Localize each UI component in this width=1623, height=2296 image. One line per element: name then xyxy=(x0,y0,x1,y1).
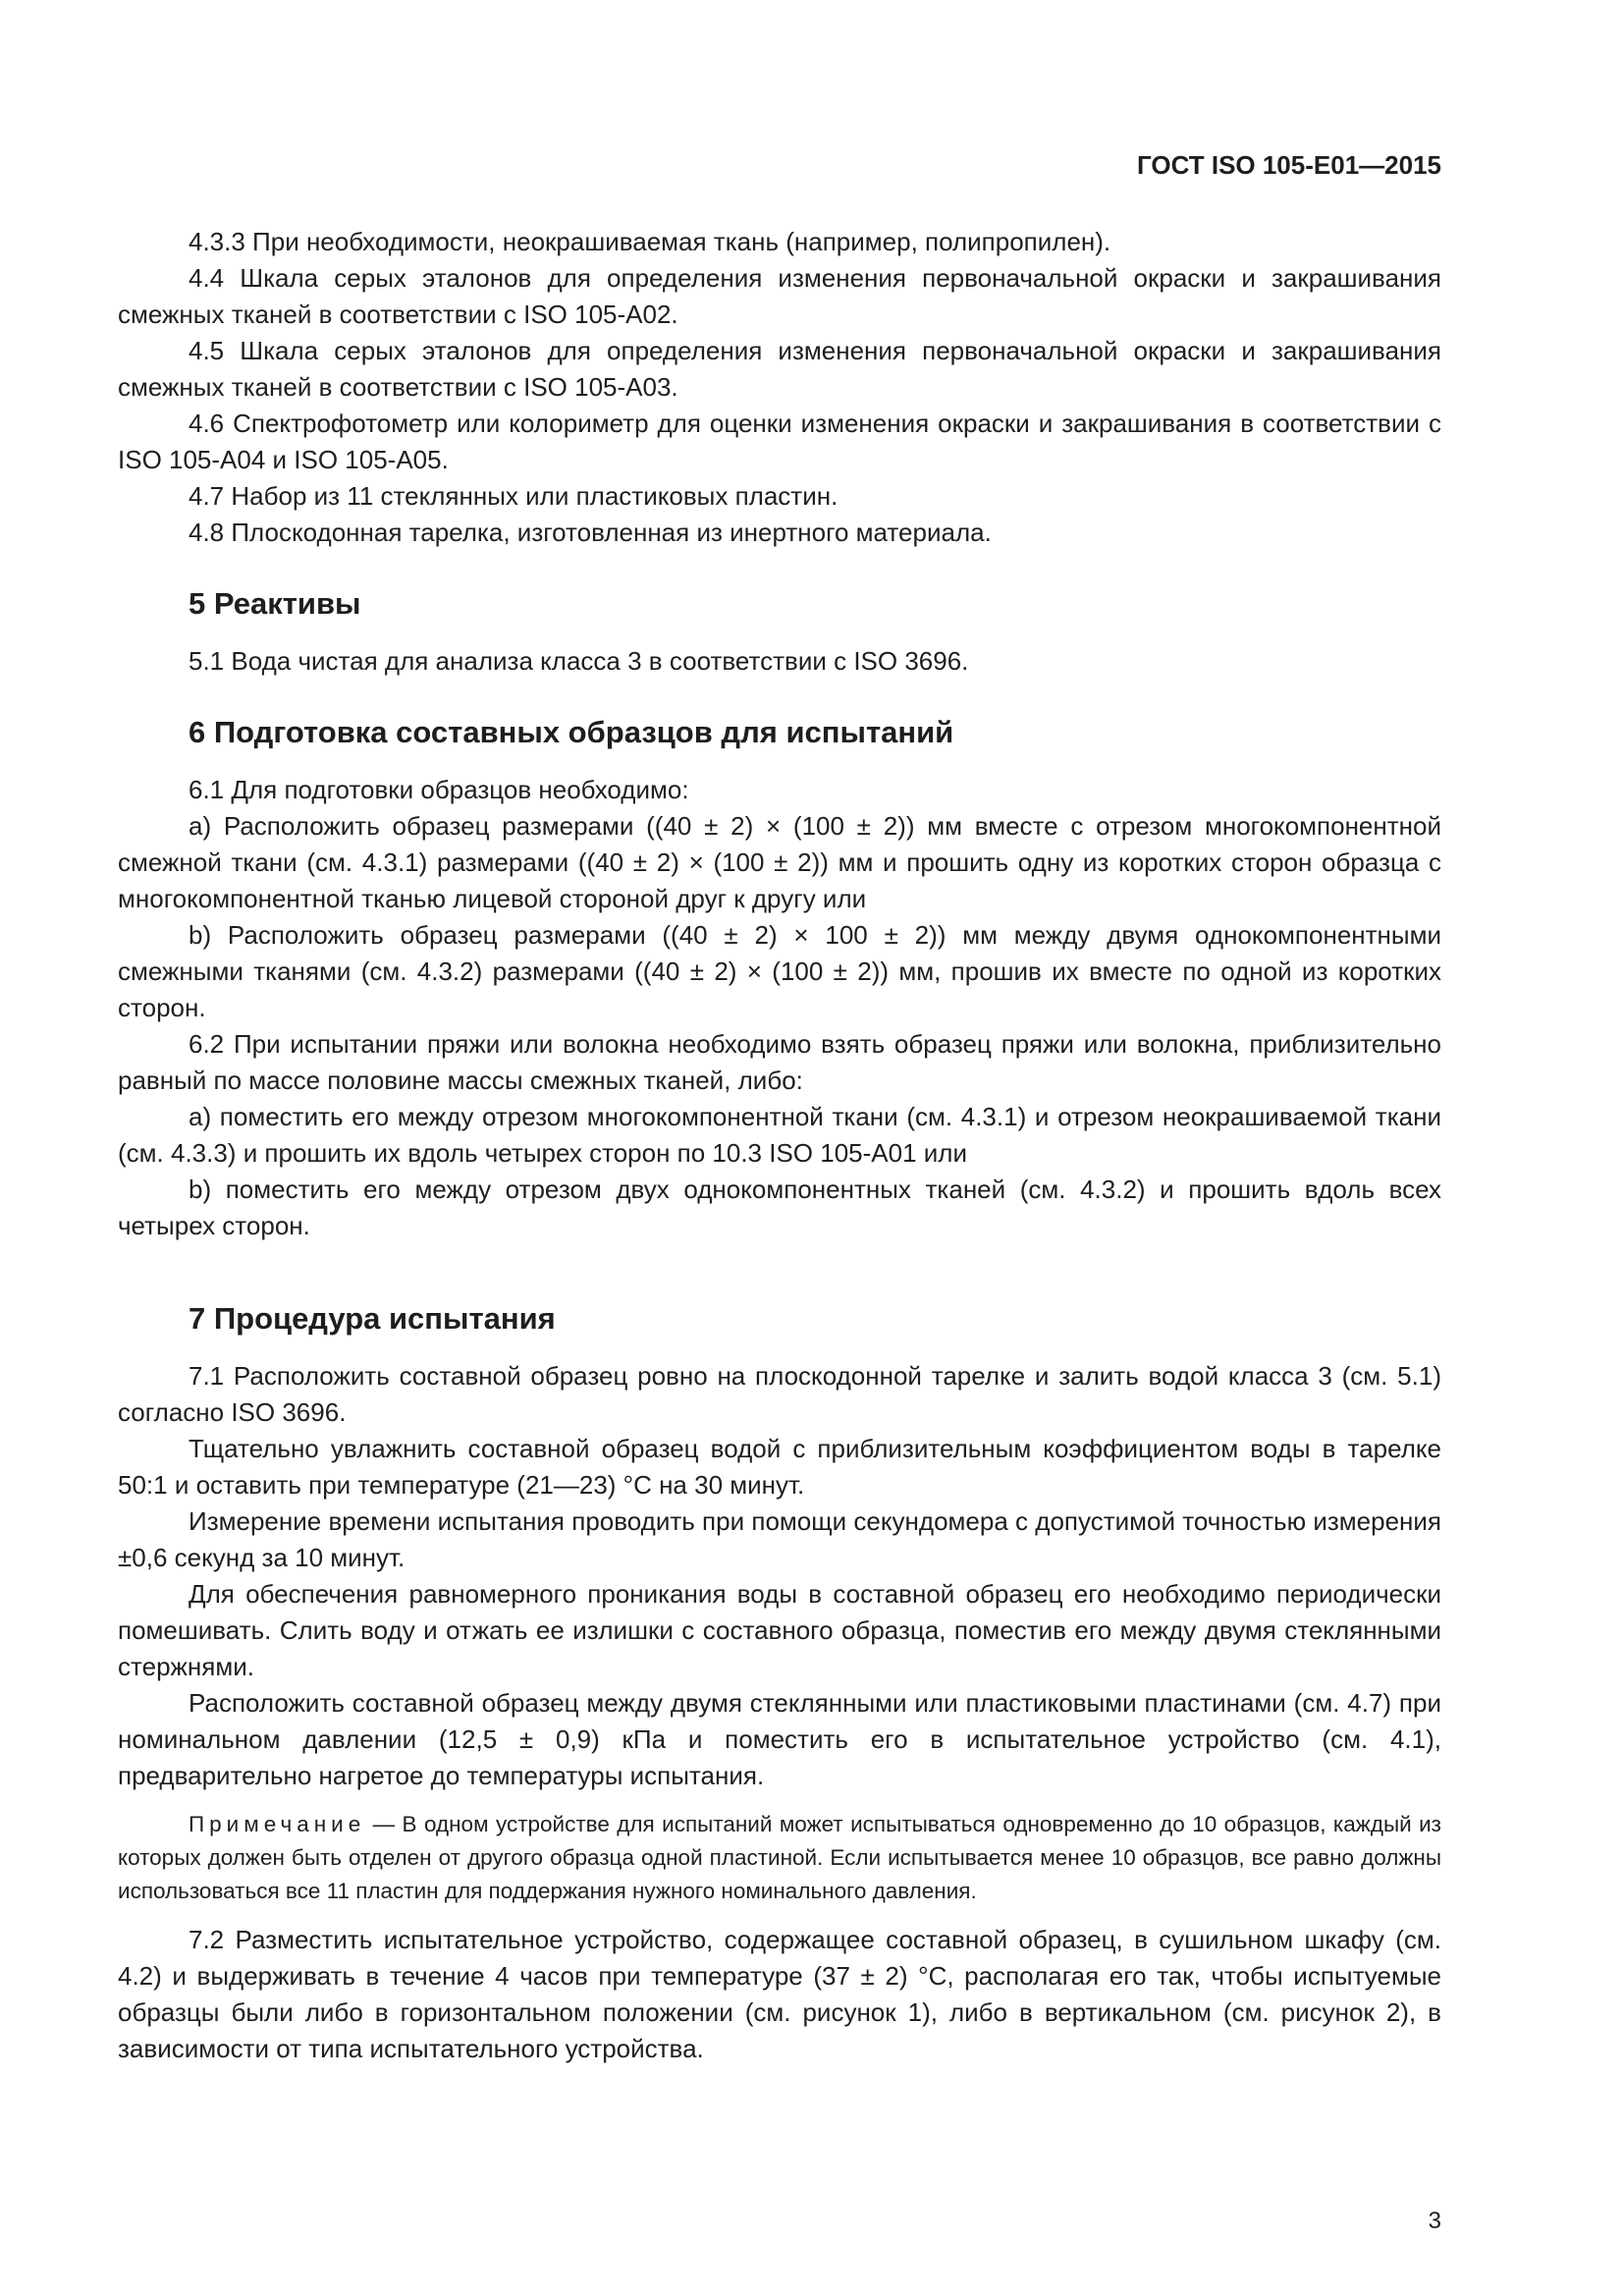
paragraph-6-1: 6.1 Для подготовки образцов необходимо: xyxy=(189,775,689,804)
paragraph-7-1-stirring: Для обеспечения равномерного проникания воды в составной образец его необходимо периодически помешивать. Слить воду и отжать ее излишки с составного образца, поместив его между двумя стеклянными стержнями. xyxy=(118,1579,1441,1681)
note xyxy=(118,1808,1441,1908)
paragraph-7-1-soak: Тщательно увлажнить составной образец водой с приблизительным коэффициентом воды в тарелке 50:1 и оставить при температуре (21—23) °C на 30 минут. xyxy=(118,1434,1441,1500)
paragraph-7-1-timing: Измерение времени испытания проводить при помощи секундомера с допустимой точностью измерения ±0,6 секунд за 10 минут. xyxy=(118,1506,1441,1572)
paragraph-4-5: 4.5 Шкала серых эталонов для определения изменения первоначальной окраски и закрашивания смежных тканей в соответствии с ISO 105-A03. xyxy=(118,336,1441,402)
paragraph-7-1: 7.1 Расположить составной образец ровно на плоскодонной тарелке и залить водой класса 3 (см. 5.1) согласно ISO 3696. xyxy=(118,1361,1441,1427)
paragraph-4-6: 4.6 Спектрофотометр или колориметр для оценки изменения окраски и закрашивания в соответствии с ISO 105-A04 и ISO 105-A05. xyxy=(118,409,1441,474)
section-heading-6: 6 Подготовка составных образцов для испытаний xyxy=(189,715,954,749)
page-content xyxy=(118,224,1441,2067)
paragraph-6-2-a: a) поместить его между отрезом многокомпонентной ткани (см. 4.3.1) и отрезом неокрашиваемой ткани (см. 4.3.3) и прошить их вдоль четырех сторон по 10.3 ISO 105-A01 или xyxy=(118,1102,1441,1168)
paragraph-6-2: 6.2 При испытании пряжи или волокна необходимо взять образец пряжи или волокна, приблизительно равный по массе половине массы смежных тканей, либо: xyxy=(118,1029,1441,1095)
note-label: Примечание xyxy=(189,1812,366,1836)
section-heading-7: 7 Процедура испытания xyxy=(189,1301,556,1336)
paragraph-4-7: 4.7 Набор из 11 стеклянных или пластиковых пластин. xyxy=(189,481,839,511)
paragraph-4-4: 4.4 Шкала серых эталонов для определения изменения первоначальной окраски и закрашивания смежных тканей в соответствии с ISO 105-A02. xyxy=(118,263,1441,329)
paragraph-5-1: 5.1 Вода чистая для анализа класса 3 в соответствии с ISO 3696. xyxy=(189,646,969,676)
paragraph-6-1-a: a) Расположить образец размерами ((40 ± 2) × (100 ± 2)) мм вместе с отрезом многокомпонентной смежной ткани (см. 4.3.1) размерами ((40 ± 2) × (100 ± 2)) мм и прошить одну из коротких сторон образца с многокомпонентной тканью лицевой стороной друг к другу или xyxy=(118,811,1441,913)
page-number: 3 xyxy=(1428,2208,1441,2234)
paragraph-4-3-3: 4.3.3 При необходимости, неокрашиваемая ткань (например, полипропилен). xyxy=(189,227,1111,256)
paragraph-7-1-placement: Расположить составной образец между двумя стеклянными или пластиковыми пластинами (см. 4.7) при номинальном давлении (12,5 ± 0,9) кПа и поместить его в испытательное устройство (см. 4.1), предварительно нагретое до температуры испытания. xyxy=(118,1688,1441,1790)
note-text: — В одном устройстве для испытаний может испытываться одновременно до 10 образцов, каждый из которых должен быть отделен от другого образца одной пластиной. Если испытывается менее 10 образцов, все равно должны использоваться все 11 пластин для поддержания нужного номинального давления. xyxy=(118,1812,1441,1903)
document-header: ГОСТ ISO 105-E01—2015 xyxy=(1136,150,1441,180)
paragraph-4-8: 4.8 Плоскодонная тарелка, изготовленная из инертного материала. xyxy=(189,518,992,547)
paragraph-6-2-b: b) поместить его между отрезом двух однокомпонентных тканей (см. 4.3.2) и прошить вдоль всех четырех сторон. xyxy=(118,1175,1441,1240)
section-heading-5: 5 Реактивы xyxy=(189,586,361,621)
paragraph-7-2: 7.2 Разместить испытательное устройство, содержащее составной образец, в сушильном шкафу (см. 4.2) и выдерживать в течение 4 часов при температуре (37 ± 2) °C, располагая его так, чтобы испытуемые образцы были либо в горизонтальном положении (см. рисунок 1), либо в вертикальном (см. рисунок 2), в зависимости от типа испытательного устройства. xyxy=(118,1925,1441,2063)
paragraph-6-1-b: b) Расположить образец размерами ((40 ± 2) × 100 ± 2)) мм между двумя однокомпонентными смежными тканями (см. 4.3.2) размерами ((40 ± 2) × (100 ± 2)) мм, прошив их вместе по одной из коротких сторон. xyxy=(118,920,1441,1022)
